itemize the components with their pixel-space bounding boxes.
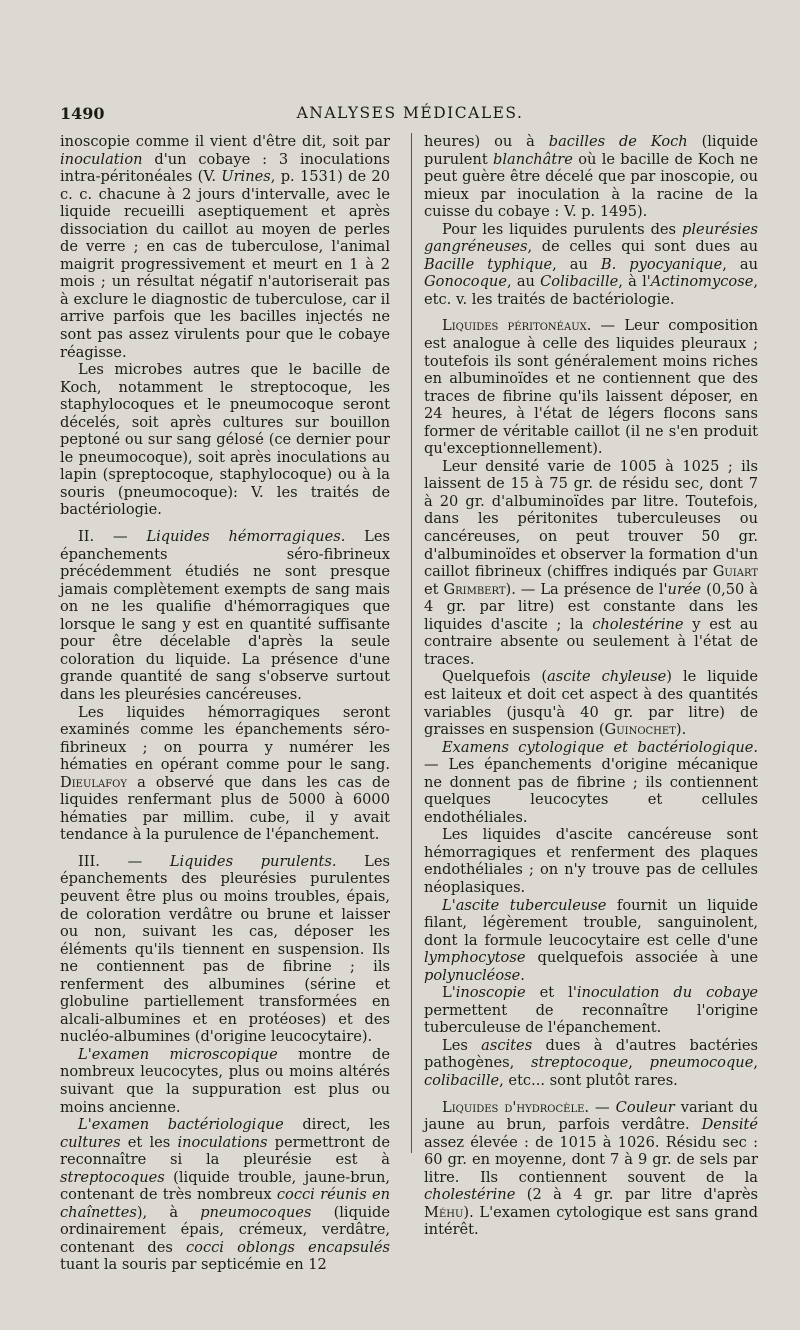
- left-column: [60, 133, 390, 1274]
- section-liquides-peritoneaux: Liquides péritonéaux. — Leur composition est analogue à celle des liquides pleuraux ; toutefois ils sont généralement moins riches en albuminoïdes et ne contiennent que des traces de fibrine qu'ils laissent déposer, en 24 heures, à l'état de légers flocons sans former de véritable caillot (il ne s'en produit qu'exceptionnellement).: [424, 317, 758, 458]
- section-liquides-purulents: III. — Liquides purulents. Les épanchements des pleurésies purulentes peuvent être plus ou moins troubles, épais, de coloration verdâtre ou brune et laisser ou non, suivant les cas, déposer les éléments qu'ils tiennent en suspension. Ils ne contiennent pas de fibrine ; ils renferment des albumines (sérine et globuline partiellement transformées en alcali-albumines et en protéoses) et des nucléo-albumines (d'origine leucocytaire).: [60, 852, 390, 1046]
- section-liquides-hydrocele: Liquides d'hydrocèle. — Couleur variant du jaune au brun, parfois verdâtre. Densité assez élevée : de 1015 à 1026. Résidu sec : 60 gr. en moyenne, dont 7 à 9 gr. de sels par litre. Ils contiennent souvent de la cholestérine (2 à 4 gr. par litre d'après Méhu). L'examen cytologique est sans grand intérêt.: [424, 1098, 759, 1239]
- paragraph: L'inoscopie et l'inoculation du cobaye permettent de reconnaître l'origine tuberculeuse de l'épanchement.: [424, 984, 758, 1037]
- paragraph: Examens cytologique et bactériologique. — Les épanchements d'origine mécanique ne donnent pas de fibrine ; ils contiennent quelques leucocytes et cellules endothéliales.: [424, 738, 758, 826]
- paragraph: L'examen microscopique montre de nombreux leucocytes, plus ou moins altérés suivant que la suppuration est plus ou moins ancienne.: [60, 1045, 391, 1116]
- section-liquides-hemorragiques: II. — Liquides hémorragiques. Les épanchements séro-fibrineux précédemment étudiés ne sont presque jamais complètement exempts de sang mais on ne les qualifie d'hémorragiques que lorsque le sang y est en quantité suffisante pour être décelable d'après la seule coloration du liquide. La présence d'une grande quantité de sang s'observe surtout dans les pleurésies cancéreuses.: [60, 528, 390, 703]
- paragraph: Pour les liquides purulents des pleurésies gangréneuses, de celles qui sont dues au Bacille typhique, au B. pyocyanique, au Gonocoque, au Colibacille, à l'Actinomycose, etc. v. les traités de bactériologie.: [424, 220, 758, 308]
- paragraph: L'ascite tuberculeuse fournit un liquide filant, légèrement trouble, sanguinolent, dont la formule leucocytaire est celle d'une lymphocytose quelquefois associée à une polynucléose.: [424, 896, 758, 984]
- paragraph: Les liquides d'ascite cancéreuse sont hémorragiques et renferment des plaques endothéliales ; on n'y trouve pas de cellules néoplasiques.: [424, 826, 758, 896]
- paragraph: Les liquides hémorragiques seront examinés comme les épanchements séro-fibrineux ; on pourra y numérer les hématies en opérant comme pour le sang. Dieulafoy a observé que dans les cas de liquides renfermant plus de 5000 à 6000 hématies par millim. cube, il y avait tendance à la purulence de l'épanchement.: [60, 703, 390, 844]
- paragraph: heures) ou à bacilles de Koch (liquide purulent blanchâtre où le bacille de Koch ne peut guère être décelé que par inoscopie, ou mieux par inoculation à la racine de la cuisse du cobaye : V. p. 1495).: [424, 133, 758, 221]
- paragraph: Quelquefois (ascite chyleuse) le liquide est laiteux et doit cet aspect à des quantités variables (jusqu'à 40 gr. par litre) de graisses en suspension (Guinochet).: [424, 668, 758, 739]
- paragraph: L'examen bactériologique direct, les cultures et les inoculations permettront de reconnaître si la pleurésie est à streptocoques (liquide trouble, jaune-brun, contenant de très nombreux cocci réunis en chaînettes), à pneumocoques (liquide ordinairement épais, crémeux, verdâtre, contenant des cocci oblongs encapsulés tuant la souris par septicémie en 12: [60, 1116, 391, 1274]
- paragraph: Les microbes autres que le bacille de Koch, notamment le streptocoque, les staphylocoques et le pneumocoque seront décelés, soit après cultures sur bouillon peptoné ou sur sang gélosé (ce dernier pour le pneumocoque), soit après inoculations au lapin (spreptocoque, staphylocoque) ou à la souris (pneumocoque): V. les traités de bactériologie.: [60, 361, 390, 519]
- paragraph: Leur densité varie de 1005 à 1025 ; ils laissent de 15 à 75 gr. de résidu sec, dont 7 à 20 gr. d'albuminoïdes par litre. Toutefois, dans les péritonites tuberculeuses ou cancéreuses, on peut trouver 50 gr. d'albuminoïdes et observer la formation d'un caillot fibrineux (chiffres indiqués par Guiart et Grimbert). — La présence de l'urée (0,50 à 4 gr. par litre) est constante dans les liquides d'ascite ; la cholestérine y est au contraire absente ou seulement à l'état de traces.: [424, 457, 758, 668]
- running-header: [60, 104, 760, 126]
- paragraph: Les ascites dues à d'autres bactéries pathogènes, streptocoque, pneumocoque, colibacille, etc... sont plutôt rares.: [424, 1036, 758, 1089]
- running-title: ANALYSES MÉDICALES.: [296, 104, 524, 122]
- right-column: [424, 133, 758, 1239]
- paragraph: inoscopie comme il vient d'être dit, soit par inoculation d'un cobaye : 3 inoculations intra-péritonéales (V. Urines, p. 1531) de 20 c. c. chacune à 2 jours d'intervalle, avec le liquide recueilli aseptiquement et après dissociation du caillot au moyen de perles de verre ; en cas de tuberculose, l'animal maigrit progressivement et meurt en 1 à 2 mois ; un résultat négatif n'autoriserait pas à exclure le diagnostic de tuberculose, car il arrive parfois que les bacilles injectés ne sont pas assez virulents pour que le cobaye réagisse.: [60, 133, 390, 361]
- page-number: 1490: [60, 104, 105, 123]
- column-divider: [411, 133, 412, 1153]
